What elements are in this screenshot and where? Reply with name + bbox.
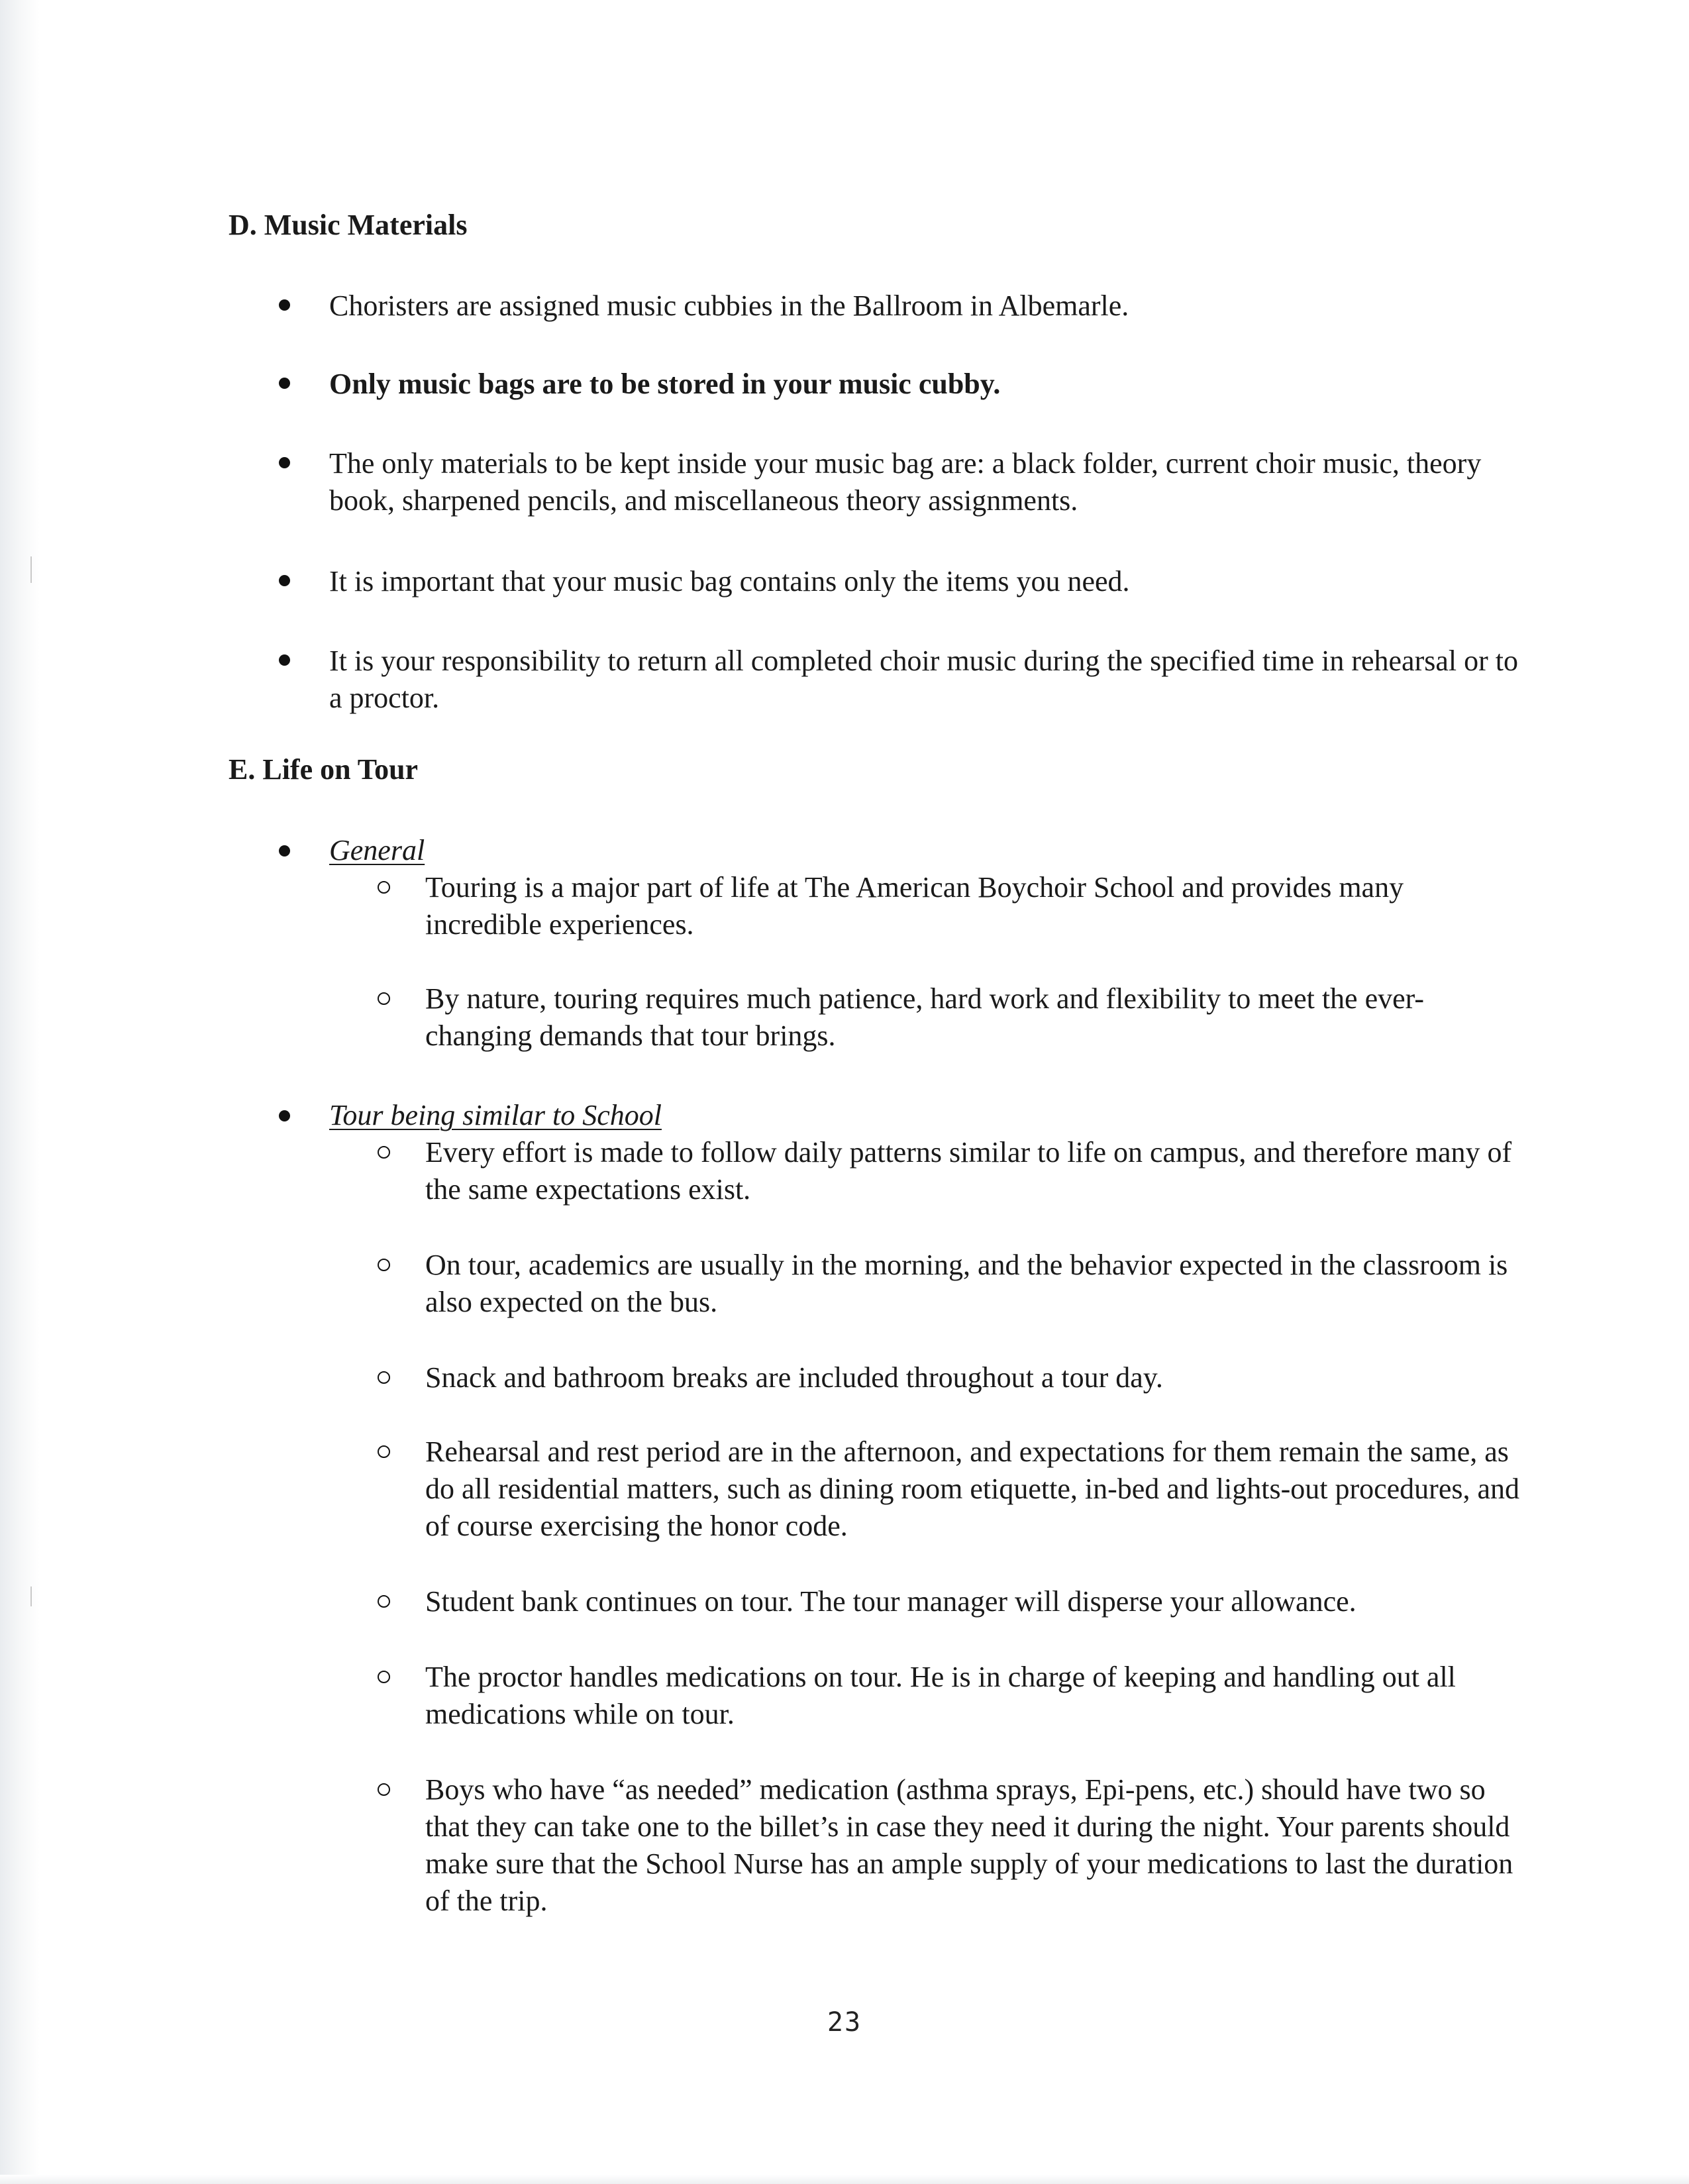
section-e-heading: E. Life on Tour bbox=[229, 753, 419, 786]
page-bottom-edge bbox=[0, 2175, 1689, 2184]
bullet-icon bbox=[279, 575, 290, 586]
bullet-icon bbox=[279, 457, 290, 468]
list-item-text: Touring is a major part of life at The American Boychoir School and provides many incredible experiences. bbox=[425, 871, 1404, 941]
list-item-text: Boys who have “as needed” medication (asthma sprays, Epi-pens, etc.) should have two so that they can take one to the billet’s in case they need it during the night. Your parents should make sure that the School Nurse has an ample supply of your medications to last the duration of the trip. bbox=[425, 1773, 1513, 1917]
hollow-circle-icon bbox=[378, 1671, 390, 1683]
hollow-circle-icon bbox=[378, 881, 390, 894]
list-item-text: On tour, academics are usually in the morning, and the behavior expected in the classroom is also expected on the bus. bbox=[425, 1249, 1508, 1318]
list-item-text: Choristers are assigned music cubbies in the Ballroom in Albemarle. bbox=[329, 289, 1129, 322]
list-item-text: The only materials to be kept inside your music bag are: a black folder, current choir music, theory book, sharpened pencils, and miscellaneous theory assignments. bbox=[329, 447, 1482, 517]
hollow-circle-icon bbox=[378, 1783, 390, 1796]
list-item-text: Every effort is made to follow daily patterns similar to life on campus, and therefore many of the same expectations exist. bbox=[425, 1136, 1512, 1206]
hollow-circle-icon bbox=[378, 1595, 390, 1608]
bullet-icon bbox=[279, 845, 290, 857]
list-item-text: Rehearsal and rest period are in the afternoon, and expectations for them remain the same, as do all residential matters, such as dining room etiquette, in-bed and lights-out procedures, and of course exercising the honor code. bbox=[425, 1435, 1520, 1542]
bullet-icon bbox=[279, 654, 290, 666]
list-item-text: Student bank continues on tour. The tour manager will disperse your allowance. bbox=[425, 1585, 1356, 1618]
bullet-icon bbox=[279, 1110, 290, 1121]
subsection-similar-label: Tour being similar to School bbox=[329, 1099, 662, 1131]
list-item-text: It is your responsibility to return all completed choir music during the specified time in rehearsal or to a proctor. bbox=[329, 645, 1518, 714]
bullet-icon bbox=[279, 378, 290, 389]
list-item-text: Snack and bathroom breaks are included throughout a tour day. bbox=[425, 1361, 1163, 1394]
list-item-text: The proctor handles medications on tour. He is in charge of keeping and handling out all medications while on tour. bbox=[425, 1661, 1456, 1730]
hollow-circle-icon bbox=[378, 1146, 390, 1159]
hollow-circle-icon bbox=[378, 1445, 390, 1458]
hollow-circle-icon bbox=[378, 1371, 390, 1384]
list-item-text: Only music bags are to be stored in your music cubby. bbox=[329, 368, 1001, 400]
hollow-circle-icon bbox=[378, 1259, 390, 1271]
section-d-heading: D. Music Materials bbox=[229, 209, 468, 241]
page-number: 23 bbox=[827, 2007, 862, 2038]
subsection-general-label: General bbox=[329, 834, 425, 866]
hollow-circle-icon bbox=[378, 992, 390, 1005]
bullet-icon bbox=[279, 299, 290, 311]
list-item-text: By nature, touring requires much patience, hard work and flexibility to meet the ever-changing demands that tour brings. bbox=[425, 982, 1425, 1052]
list-item-text: It is important that your music bag contains only the items you need. bbox=[329, 565, 1130, 598]
